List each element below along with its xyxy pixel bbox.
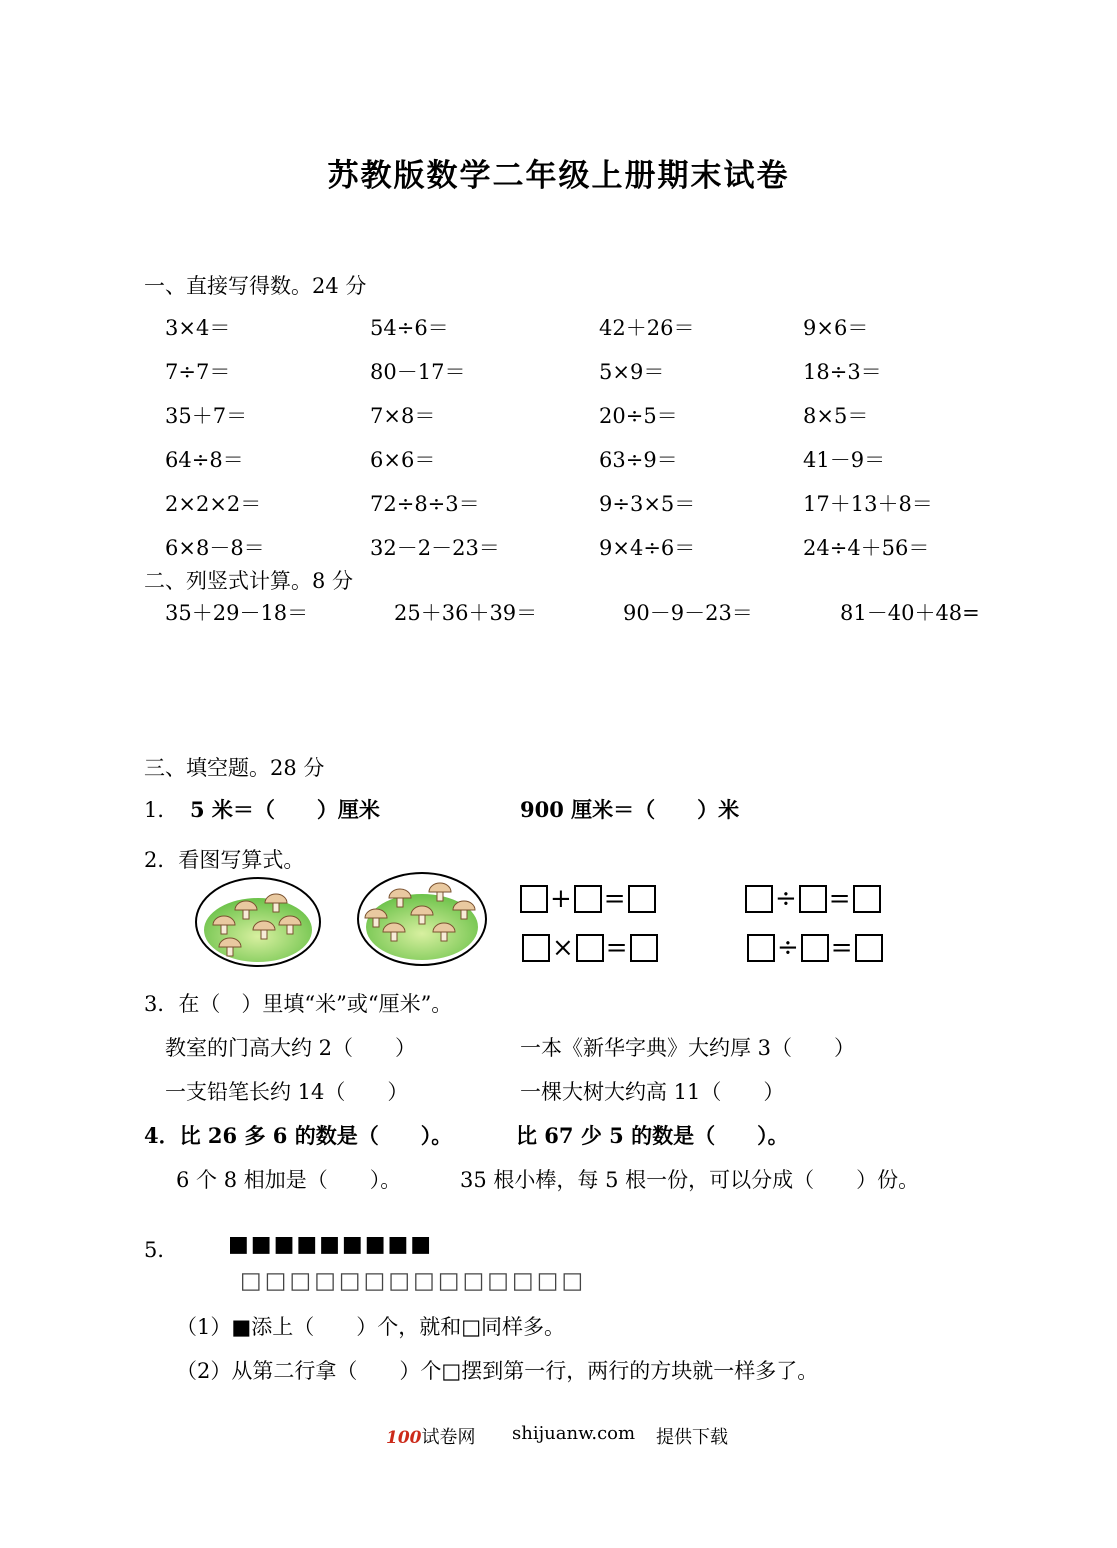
answer-box[interactable] <box>576 934 604 962</box>
times-sign: × <box>552 933 574 963</box>
section1-problem: 18÷3＝ <box>803 360 882 384</box>
answer-box[interactable] <box>853 885 881 913</box>
q2-text: 2．看图写算式。 <box>144 848 305 872</box>
section1-problem: 9×4÷6＝ <box>599 536 696 560</box>
section1-row <box>0 532 1117 562</box>
equals-sign: = <box>830 933 853 963</box>
section2-heading: 二、列竖式计算。8 分 <box>144 569 354 593</box>
site-logo: 100 <box>386 1428 422 1448</box>
answer-box[interactable] <box>628 885 656 913</box>
footer-domain: shijuanw.com <box>512 1423 636 1444</box>
answer-box[interactable] <box>574 885 602 913</box>
q3-text: 3．在（ ）里填“米”或“厘米”。 <box>144 992 453 1016</box>
section1-row <box>0 488 1117 518</box>
section1-row <box>0 444 1117 474</box>
equation-multiply <box>522 934 658 962</box>
section1-row <box>0 356 1117 386</box>
section1-problem: 8×5＝ <box>803 404 869 428</box>
section1-problem: 41－9＝ <box>803 448 886 472</box>
section1-row <box>0 400 1117 430</box>
footer-brand <box>386 1423 476 1449</box>
section1-problem: 63÷9＝ <box>599 448 678 472</box>
section2-item: 90－9－23＝ <box>623 601 753 625</box>
answer-box[interactable] <box>801 934 829 962</box>
equation-divide-2 <box>747 934 883 962</box>
answer-box[interactable] <box>799 885 827 913</box>
mushroom-plate-image <box>193 875 323 970</box>
divide-sign: ÷ <box>775 884 797 914</box>
answer-box[interactable] <box>522 934 550 962</box>
empty-squares-row: □□□□□□□□□□□□□□ <box>240 1268 587 1294</box>
section1-row <box>0 312 1117 342</box>
q1-part-a: 5 米＝（ ）厘米 <box>190 797 380 822</box>
section1-problem: 20÷5＝ <box>599 404 678 428</box>
q3-item: 一本《新华字典》大约厚 3（ ） <box>520 1036 856 1060</box>
section1-problem: 2×2×2＝ <box>165 492 262 516</box>
answer-box[interactable] <box>855 934 883 962</box>
section1-problem: 6×6＝ <box>370 448 436 472</box>
section2-item: 35＋29－18＝ <box>165 601 309 625</box>
equation-divide-1 <box>745 885 881 913</box>
section1-problem: 24÷4＋56＝ <box>803 536 930 560</box>
section1-problem: 64÷8＝ <box>165 448 244 472</box>
section1-heading: 一、直接写得数。24 分 <box>144 274 367 298</box>
section1-problem: 7×8＝ <box>370 404 436 428</box>
plus-sign: + <box>550 884 572 914</box>
q1-part-b: 900 厘米＝（ ）米 <box>520 797 740 822</box>
section1-problem: 9÷3×5＝ <box>599 492 696 516</box>
q3-item: 一支铅笔长约 14（ ） <box>165 1080 409 1104</box>
section1-problem: 42＋26＝ <box>599 316 695 340</box>
equals-sign: = <box>828 884 851 914</box>
section2-problems <box>165 597 1065 627</box>
section1-problem: 72÷8÷3＝ <box>370 492 480 516</box>
section1-problem: 9×6＝ <box>803 316 869 340</box>
q3-item: 一棵大树大约高 11（ ） <box>520 1080 785 1104</box>
equals-sign: = <box>605 933 628 963</box>
section1-problem: 32－2－23＝ <box>370 536 500 560</box>
q1-number: 1． <box>144 798 179 822</box>
section1-problem: 5×9＝ <box>599 360 665 384</box>
q5-number: 5． <box>144 1238 179 1262</box>
section1-problem: 54÷6＝ <box>370 316 449 340</box>
q3-item: 教室的门高大约 2（ ） <box>165 1036 417 1060</box>
q5-part-2: （2）从第二行拿（ ）个□摆到第一行，两行的方块就一样多了。 <box>176 1359 819 1383</box>
section1-problem: 7÷7＝ <box>165 360 231 384</box>
q4-part-c: 6 个 8 相加是（ ）。 <box>176 1168 402 1192</box>
section2-item: 81－40＋48= <box>840 601 980 625</box>
footer-note: 提供下载 <box>656 1427 728 1448</box>
answer-box[interactable] <box>520 885 548 913</box>
equals-sign: = <box>603 884 626 914</box>
q4-part-b: 比 67 少 5 的数是（ ）。 <box>516 1123 789 1148</box>
mushroom-plate-image <box>355 870 490 968</box>
q4-part-d: 35 根小棒，每 5 根一份，可以分成（ ）份。 <box>460 1168 920 1192</box>
section1-problem: 35＋7＝ <box>165 404 248 428</box>
divide-sign: ÷ <box>777 933 799 963</box>
section1-problem: 17＋13＋8＝ <box>803 492 933 516</box>
q4-part-a: 4．比 26 多 6 的数是（ ）。 <box>144 1123 453 1148</box>
section2-item: 25＋36＋39＝ <box>394 601 538 625</box>
section1-problem: 80－17＝ <box>370 360 466 384</box>
q5-part-1: （1）■添上（ ）个，就和□同样多。 <box>176 1315 566 1339</box>
answer-box[interactable] <box>745 885 773 913</box>
equation-add <box>520 885 656 913</box>
section1-problem: 6×8－8＝ <box>165 536 265 560</box>
section3-heading: 三、填空题。28 分 <box>144 756 325 780</box>
page-title: 苏教版数学二年级上册期末试卷 <box>327 158 790 194</box>
answer-box[interactable] <box>630 934 658 962</box>
section1-problem: 3×4＝ <box>165 316 231 340</box>
answer-box[interactable] <box>747 934 775 962</box>
site-name: 试卷网 <box>421 1427 476 1448</box>
filled-squares-row: ■■■■■■■■■ <box>228 1232 434 1257</box>
